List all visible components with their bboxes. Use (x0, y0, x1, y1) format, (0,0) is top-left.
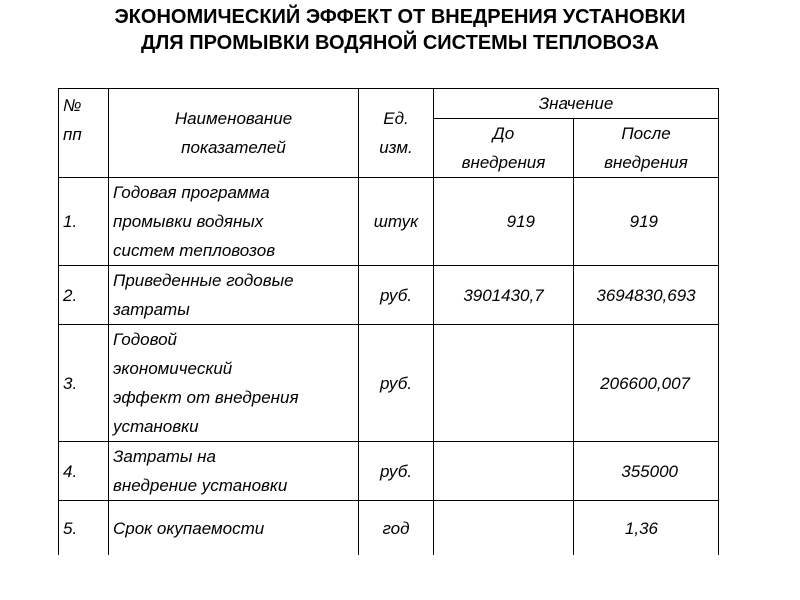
row-name-line: Годовой (113, 330, 178, 349)
title-line-2: ДЛЯ ПРОМЫВКИ ВОДЯНОЙ СИСТЕМЫ ТЕПЛОВОЗА (141, 32, 659, 54)
row-name-line: систем тепловозов (113, 241, 276, 260)
table-row (59, 442, 719, 501)
header-after-line: После (621, 124, 671, 143)
row-unit: руб. (359, 325, 434, 442)
header-value: Значение (434, 89, 719, 119)
row-num: 1. (59, 178, 109, 266)
row-after: 919 (574, 178, 719, 266)
row-name (109, 266, 359, 325)
row-name-line: установки (113, 417, 199, 436)
table-row (59, 325, 719, 442)
header-unit (359, 89, 434, 178)
economic-effect-table (58, 88, 719, 555)
header-before-line: внедрения (461, 153, 546, 172)
row-name-line: экономический (113, 359, 233, 378)
row-num: 2. (59, 266, 109, 325)
row-name (109, 442, 359, 501)
header-unit-line: Ед. (383, 109, 409, 128)
header-num-line: № (63, 96, 82, 115)
header-before-line: До (492, 124, 515, 143)
header-after-line: внедрения (604, 153, 688, 172)
header-name-line: показателей (181, 138, 286, 157)
row-num: 4. (59, 442, 109, 501)
row-name-line: Приведенные годовые (113, 271, 294, 290)
row-name-line: промывки водяных (113, 212, 264, 231)
row-before (434, 501, 574, 556)
header-num (59, 89, 109, 178)
row-name-line: Затраты на (113, 447, 216, 466)
row-name (109, 178, 359, 266)
row-after: 3694830,693 (574, 266, 719, 325)
row-unit: руб. (359, 442, 434, 501)
row-name-line: внедрение установки (113, 476, 288, 495)
row-name-line: Срок окупаемости (113, 518, 265, 538)
table-row (59, 178, 719, 266)
row-after: 355000 (574, 442, 719, 501)
row-before (434, 325, 574, 442)
row-after: 206600,007 (574, 325, 719, 442)
row-unit: год (359, 501, 434, 556)
page-title (0, 4, 800, 56)
table-row (59, 266, 719, 325)
row-num: 5. (59, 501, 109, 556)
header-name (109, 89, 359, 178)
header-after (574, 119, 719, 178)
row-before (434, 442, 574, 501)
row-unit: штук (359, 178, 434, 266)
row-unit: руб. (359, 266, 434, 325)
header-before (434, 119, 574, 178)
header-name-line: Наименование (174, 109, 293, 128)
row-name-line: Годовая программа (113, 183, 270, 202)
row-name (109, 325, 359, 442)
row-before: 3901430,7 (434, 266, 574, 325)
row-name (109, 501, 359, 556)
row-after: 1,36 (574, 501, 719, 556)
row-name-line: эффект от внедрения (113, 388, 299, 407)
header-row (59, 89, 719, 119)
title-line-1: ЭКОНОМИЧЕСКИЙ ЭФФЕКТ ОТ ВНЕДРЕНИЯ УСТАНОВКИ (114, 6, 686, 28)
table-row (59, 501, 719, 556)
header-num-line: пп (63, 125, 82, 144)
row-num: 3. (59, 325, 109, 442)
header-unit-line: изм. (379, 138, 413, 157)
row-name-line: затраты (113, 300, 190, 319)
row-before: 919 (434, 178, 574, 266)
